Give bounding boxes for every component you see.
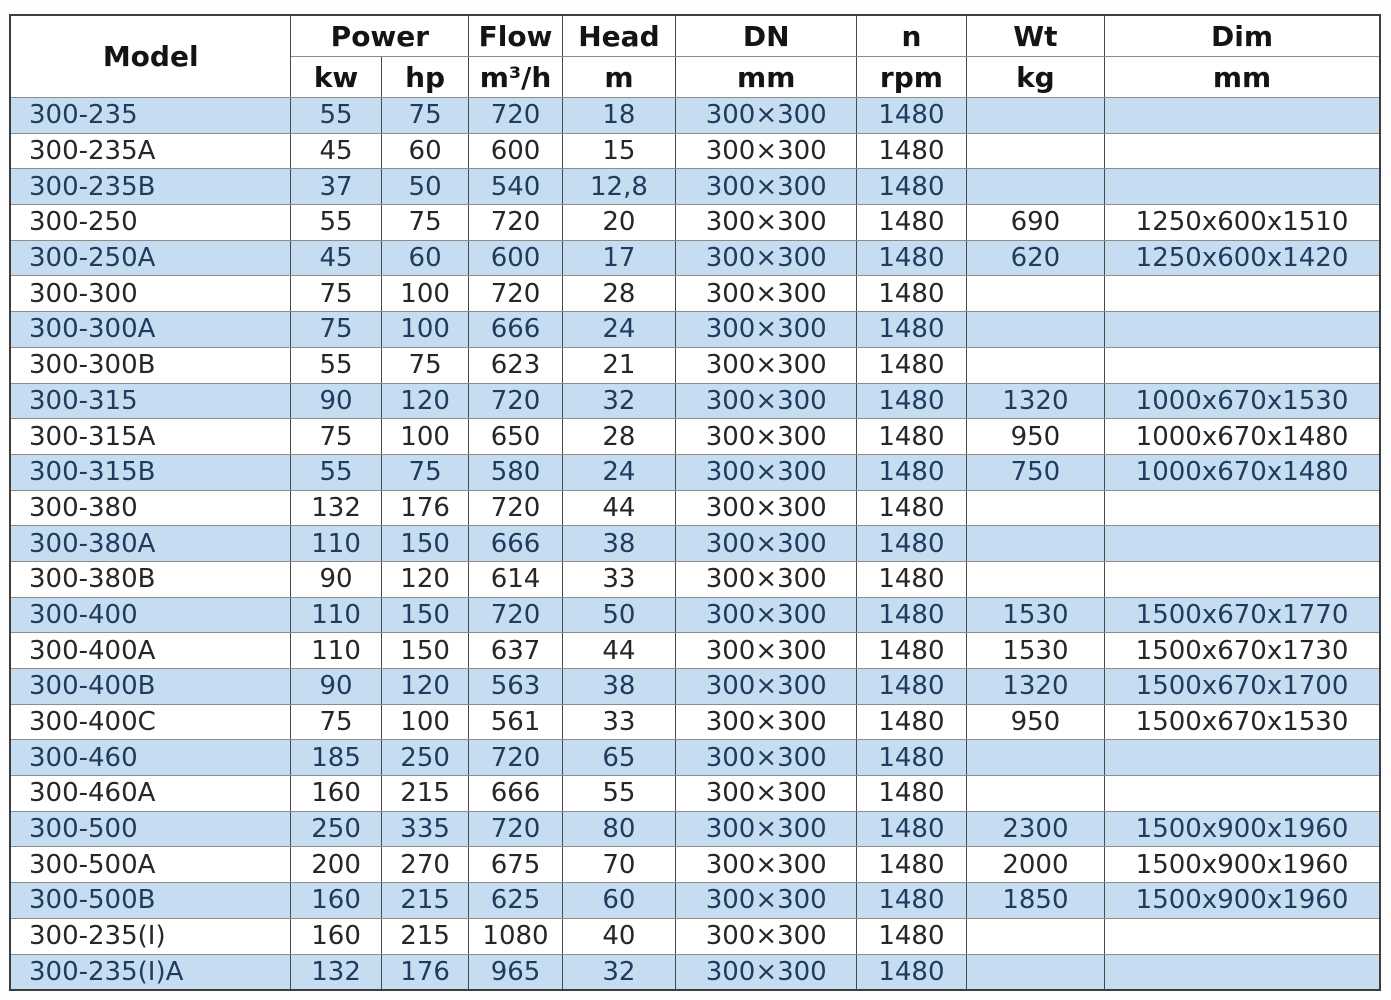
cell-flow: 720	[469, 811, 562, 847]
cell-flow: 623	[469, 347, 562, 383]
cell-dn: 300×300	[676, 133, 857, 169]
cell-dim	[1105, 740, 1380, 776]
cell-dn: 300×300	[676, 240, 857, 276]
table-row	[10, 918, 1380, 954]
cell-wt	[966, 98, 1104, 134]
cell-model: 300-300	[10, 276, 291, 312]
cell-n: 1480	[857, 383, 967, 419]
cell-power_kw: 160	[291, 883, 381, 919]
cell-power_hp: 120	[381, 561, 469, 597]
cell-power_kw: 110	[291, 526, 381, 562]
cell-head: 33	[562, 704, 676, 740]
cell-dim: 1500x900x1960	[1105, 847, 1380, 883]
cell-model: 300-500	[10, 811, 291, 847]
cell-power_hp: 150	[381, 526, 469, 562]
cell-dn: 300×300	[676, 561, 857, 597]
cell-n: 1480	[857, 740, 967, 776]
cell-n: 1480	[857, 312, 967, 348]
cell-model: 300-300A	[10, 312, 291, 348]
cell-wt	[966, 347, 1104, 383]
cell-power_kw: 90	[291, 561, 381, 597]
cell-n: 1480	[857, 704, 967, 740]
cell-flow: 720	[469, 383, 562, 419]
cell-power_kw: 250	[291, 811, 381, 847]
cell-dn: 300×300	[676, 276, 857, 312]
table-row	[10, 419, 1380, 455]
cell-n: 1480	[857, 347, 967, 383]
cell-dim: 1000x670x1480	[1105, 419, 1380, 455]
cell-head: 17	[562, 240, 676, 276]
cell-dim	[1105, 954, 1380, 990]
cell-flow: 720	[469, 276, 562, 312]
cell-dim	[1105, 490, 1380, 526]
table-row	[10, 704, 1380, 740]
table-row	[10, 776, 1380, 812]
cell-dn: 300×300	[676, 526, 857, 562]
cell-dim	[1105, 561, 1380, 597]
cell-power_hp: 50	[381, 169, 469, 205]
unit-header-dim: mm	[1105, 57, 1380, 98]
table-row	[10, 526, 1380, 562]
table-row	[10, 490, 1380, 526]
cell-flow: 614	[469, 561, 562, 597]
cell-power_kw: 110	[291, 597, 381, 633]
cell-dim: 1250x600x1510	[1105, 205, 1380, 241]
cell-head: 60	[562, 883, 676, 919]
cell-wt: 1850	[966, 883, 1104, 919]
cell-head: 44	[562, 633, 676, 669]
cell-model: 300-460A	[10, 776, 291, 812]
table-row	[10, 597, 1380, 633]
cell-power_hp: 215	[381, 883, 469, 919]
cell-n: 1480	[857, 776, 967, 812]
cell-head: 40	[562, 918, 676, 954]
cell-dn: 300×300	[676, 847, 857, 883]
cell-flow: 637	[469, 633, 562, 669]
cell-n: 1480	[857, 205, 967, 241]
cell-power_kw: 90	[291, 383, 381, 419]
cell-wt	[966, 561, 1104, 597]
cell-head: 55	[562, 776, 676, 812]
cell-wt: 1530	[966, 597, 1104, 633]
cell-power_hp: 100	[381, 704, 469, 740]
cell-power_kw: 160	[291, 918, 381, 954]
cell-flow: 666	[469, 776, 562, 812]
cell-power_hp: 100	[381, 419, 469, 455]
cell-dn: 300×300	[676, 704, 857, 740]
table-row	[10, 98, 1380, 134]
cell-model: 300-400B	[10, 669, 291, 705]
cell-flow: 650	[469, 419, 562, 455]
cell-dim	[1105, 276, 1380, 312]
cell-power_kw: 45	[291, 133, 381, 169]
cell-dn: 300×300	[676, 312, 857, 348]
cell-dim	[1105, 347, 1380, 383]
cell-power_kw: 110	[291, 633, 381, 669]
cell-dim: 1250x600x1420	[1105, 240, 1380, 276]
cell-wt: 950	[966, 419, 1104, 455]
header-row-labels	[10, 15, 1380, 57]
cell-wt: 1530	[966, 633, 1104, 669]
cell-flow: 540	[469, 169, 562, 205]
cell-n: 1480	[857, 526, 967, 562]
cell-n: 1480	[857, 240, 967, 276]
cell-flow: 600	[469, 240, 562, 276]
cell-model: 300-300B	[10, 347, 291, 383]
cell-head: 18	[562, 98, 676, 134]
table-header	[10, 15, 1380, 98]
table-body	[10, 98, 1380, 991]
cell-head: 50	[562, 597, 676, 633]
cell-power_kw: 37	[291, 169, 381, 205]
cell-dn: 300×300	[676, 419, 857, 455]
table-row	[10, 383, 1380, 419]
cell-power_hp: 335	[381, 811, 469, 847]
cell-power_hp: 75	[381, 347, 469, 383]
cell-model: 300-315B	[10, 454, 291, 490]
cell-flow: 625	[469, 883, 562, 919]
cell-n: 1480	[857, 597, 967, 633]
cell-power_hp: 250	[381, 740, 469, 776]
cell-power_hp: 120	[381, 383, 469, 419]
cell-power_hp: 215	[381, 776, 469, 812]
cell-wt	[966, 740, 1104, 776]
cell-power_kw: 200	[291, 847, 381, 883]
cell-head: 21	[562, 347, 676, 383]
cell-dn: 300×300	[676, 811, 857, 847]
cell-dim	[1105, 526, 1380, 562]
cell-dim	[1105, 312, 1380, 348]
unit-header-head: m	[562, 57, 676, 98]
cell-n: 1480	[857, 918, 967, 954]
cell-model: 300-380A	[10, 526, 291, 562]
cell-wt: 2300	[966, 811, 1104, 847]
cell-n: 1480	[857, 847, 967, 883]
cell-dim	[1105, 98, 1380, 134]
table-row	[10, 276, 1380, 312]
unit-header-flow: m³/h	[469, 57, 562, 98]
cell-n: 1480	[857, 169, 967, 205]
cell-model: 300-315A	[10, 419, 291, 455]
cell-wt: 1320	[966, 383, 1104, 419]
cell-flow: 720	[469, 740, 562, 776]
cell-wt: 950	[966, 704, 1104, 740]
cell-flow: 720	[469, 597, 562, 633]
table-row	[10, 312, 1380, 348]
cell-model: 300-400A	[10, 633, 291, 669]
cell-flow: 965	[469, 954, 562, 990]
cell-power_hp: 60	[381, 133, 469, 169]
cell-model: 300-235B	[10, 169, 291, 205]
cell-dn: 300×300	[676, 383, 857, 419]
cell-power_hp: 75	[381, 98, 469, 134]
cell-dn: 300×300	[676, 883, 857, 919]
cell-dn: 300×300	[676, 454, 857, 490]
cell-head: 12,8	[562, 169, 676, 205]
cell-head: 33	[562, 561, 676, 597]
cell-model: 300-380B	[10, 561, 291, 597]
cell-power_kw: 75	[291, 419, 381, 455]
cell-head: 28	[562, 276, 676, 312]
cell-model: 300-500B	[10, 883, 291, 919]
cell-wt	[966, 776, 1104, 812]
cell-dn: 300×300	[676, 740, 857, 776]
cell-head: 24	[562, 454, 676, 490]
cell-power_hp: 75	[381, 205, 469, 241]
cell-power_kw: 45	[291, 240, 381, 276]
cell-power_hp: 60	[381, 240, 469, 276]
cell-power_kw: 55	[291, 98, 381, 134]
cell-power_hp: 270	[381, 847, 469, 883]
table-row	[10, 740, 1380, 776]
cell-n: 1480	[857, 454, 967, 490]
cell-flow: 600	[469, 133, 562, 169]
cell-head: 70	[562, 847, 676, 883]
table-row	[10, 133, 1380, 169]
cell-dn: 300×300	[676, 347, 857, 383]
table-row	[10, 954, 1380, 990]
cell-power_hp: 150	[381, 597, 469, 633]
cell-dim	[1105, 169, 1380, 205]
cell-flow: 1080	[469, 918, 562, 954]
unit-header-dn: mm	[676, 57, 857, 98]
cell-dim	[1105, 776, 1380, 812]
cell-n: 1480	[857, 883, 967, 919]
cell-dim: 1500x670x1530	[1105, 704, 1380, 740]
cell-wt	[966, 954, 1104, 990]
cell-n: 1480	[857, 98, 967, 134]
cell-head: 44	[562, 490, 676, 526]
cell-power_kw: 75	[291, 312, 381, 348]
cell-n: 1480	[857, 954, 967, 990]
table-row	[10, 561, 1380, 597]
cell-dn: 300×300	[676, 490, 857, 526]
cell-dn: 300×300	[676, 954, 857, 990]
cell-model: 300-380	[10, 490, 291, 526]
cell-power_kw: 132	[291, 954, 381, 990]
column-header-dn: DN	[676, 15, 857, 57]
cell-power_kw: 55	[291, 205, 381, 241]
cell-dim: 1000x670x1530	[1105, 383, 1380, 419]
cell-head: 32	[562, 383, 676, 419]
cell-flow: 666	[469, 526, 562, 562]
cell-power_kw: 132	[291, 490, 381, 526]
cell-flow: 580	[469, 454, 562, 490]
cell-flow: 666	[469, 312, 562, 348]
cell-power_kw: 75	[291, 276, 381, 312]
cell-power_kw: 75	[291, 704, 381, 740]
cell-wt	[966, 312, 1104, 348]
cell-head: 15	[562, 133, 676, 169]
cell-head: 65	[562, 740, 676, 776]
table-row	[10, 811, 1380, 847]
column-header-head: Head	[562, 15, 676, 57]
table-row	[10, 883, 1380, 919]
cell-wt: 620	[966, 240, 1104, 276]
unit-header-wt: kg	[966, 57, 1104, 98]
cell-wt: 2000	[966, 847, 1104, 883]
cell-model: 300-250A	[10, 240, 291, 276]
column-header-flow: Flow	[469, 15, 562, 57]
column-header-power: Power	[291, 15, 469, 57]
cell-n: 1480	[857, 561, 967, 597]
cell-model: 300-400C	[10, 704, 291, 740]
cell-dn: 300×300	[676, 169, 857, 205]
cell-power_kw: 185	[291, 740, 381, 776]
column-header-wt: Wt	[966, 15, 1104, 57]
cell-model: 300-315	[10, 383, 291, 419]
cell-dn: 300×300	[676, 597, 857, 633]
cell-dim: 1500x670x1730	[1105, 633, 1380, 669]
cell-wt: 750	[966, 454, 1104, 490]
unit-header-kw: kw	[291, 57, 381, 98]
cell-power_hp: 176	[381, 954, 469, 990]
cell-flow: 563	[469, 669, 562, 705]
cell-power_hp: 100	[381, 276, 469, 312]
cell-dim: 1500x670x1700	[1105, 669, 1380, 705]
table-row	[10, 205, 1380, 241]
table-row	[10, 847, 1380, 883]
cell-power_hp: 150	[381, 633, 469, 669]
table-row	[10, 669, 1380, 705]
cell-dn: 300×300	[676, 633, 857, 669]
cell-power_hp: 120	[381, 669, 469, 705]
cell-wt	[966, 169, 1104, 205]
cell-model: 300-235	[10, 98, 291, 134]
cell-model: 300-500A	[10, 847, 291, 883]
table-row	[10, 347, 1380, 383]
cell-dim	[1105, 133, 1380, 169]
cell-head: 80	[562, 811, 676, 847]
cell-power_kw: 55	[291, 347, 381, 383]
cell-n: 1480	[857, 633, 967, 669]
cell-wt: 1320	[966, 669, 1104, 705]
cell-dn: 300×300	[676, 98, 857, 134]
cell-power_hp: 75	[381, 454, 469, 490]
cell-dim: 1500x670x1770	[1105, 597, 1380, 633]
table-row	[10, 633, 1380, 669]
cell-wt	[966, 490, 1104, 526]
cell-power_kw: 90	[291, 669, 381, 705]
cell-dn: 300×300	[676, 205, 857, 241]
cell-power_hp: 100	[381, 312, 469, 348]
cell-power_kw: 55	[291, 454, 381, 490]
column-header-n: n	[857, 15, 967, 57]
column-header-model: Model	[10, 15, 291, 98]
cell-dim: 1500x900x1960	[1105, 811, 1380, 847]
cell-dim	[1105, 918, 1380, 954]
cell-flow: 720	[469, 490, 562, 526]
cell-n: 1480	[857, 811, 967, 847]
cell-head: 38	[562, 526, 676, 562]
cell-n: 1480	[857, 276, 967, 312]
cell-dn: 300×300	[676, 669, 857, 705]
cell-wt	[966, 276, 1104, 312]
cell-head: 32	[562, 954, 676, 990]
cell-head: 20	[562, 205, 676, 241]
cell-dn: 300×300	[676, 776, 857, 812]
cell-flow: 561	[469, 704, 562, 740]
pump-spec-table	[9, 14, 1381, 991]
cell-flow: 675	[469, 847, 562, 883]
cell-model: 300-400	[10, 597, 291, 633]
cell-model: 300-460	[10, 740, 291, 776]
column-header-dim: Dim	[1105, 15, 1380, 57]
cell-dim: 1000x670x1480	[1105, 454, 1380, 490]
cell-power_hp: 215	[381, 918, 469, 954]
cell-flow: 720	[469, 205, 562, 241]
cell-power_hp: 176	[381, 490, 469, 526]
cell-n: 1480	[857, 419, 967, 455]
unit-header-hp: hp	[381, 57, 469, 98]
cell-n: 1480	[857, 669, 967, 705]
cell-model: 300-250	[10, 205, 291, 241]
cell-wt	[966, 918, 1104, 954]
cell-flow: 720	[469, 98, 562, 134]
cell-power_kw: 160	[291, 776, 381, 812]
cell-wt: 690	[966, 205, 1104, 241]
cell-head: 28	[562, 419, 676, 455]
cell-dn: 300×300	[676, 918, 857, 954]
cell-head: 38	[562, 669, 676, 705]
cell-n: 1480	[857, 133, 967, 169]
table-row	[10, 454, 1380, 490]
cell-wt	[966, 133, 1104, 169]
cell-dim: 1500x900x1960	[1105, 883, 1380, 919]
unit-header-n: rpm	[857, 57, 967, 98]
cell-n: 1480	[857, 490, 967, 526]
cell-model: 300-235(I)	[10, 918, 291, 954]
cell-model: 300-235(I)A	[10, 954, 291, 990]
cell-wt	[966, 526, 1104, 562]
cell-model: 300-235A	[10, 133, 291, 169]
table-row	[10, 240, 1380, 276]
table-row	[10, 169, 1380, 205]
cell-head: 24	[562, 312, 676, 348]
